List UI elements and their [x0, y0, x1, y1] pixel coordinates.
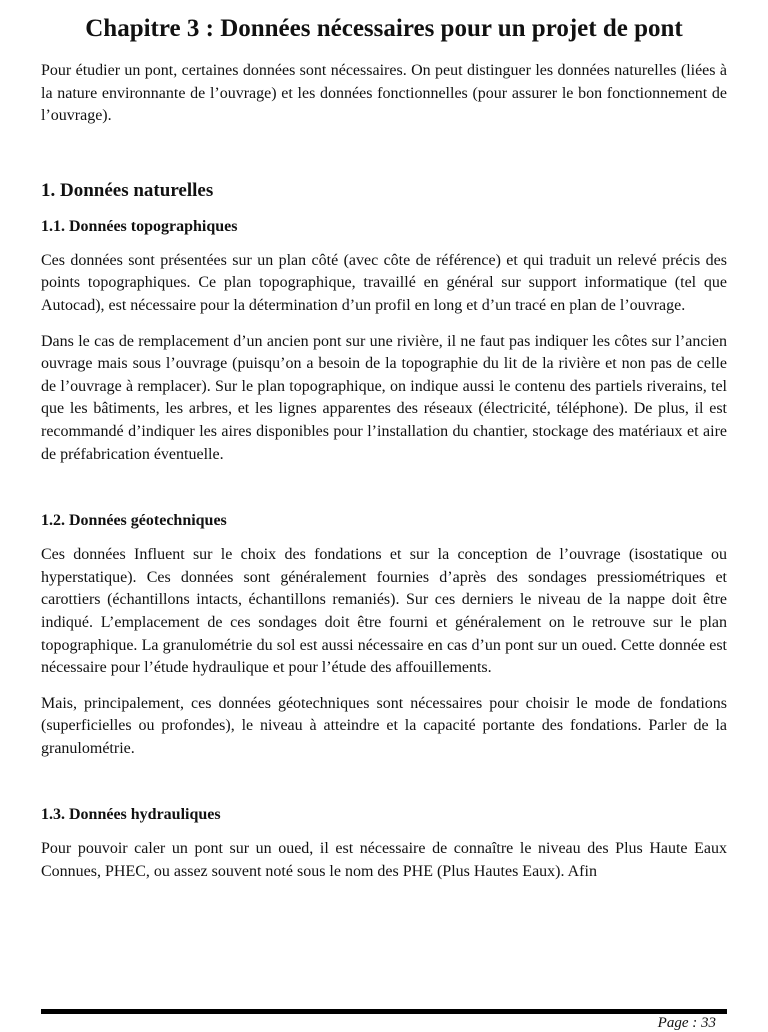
- chapter-title: Chapitre 3 : Données nécessaires pour un projet de pont: [85, 15, 683, 42]
- document-body: [41, 60, 727, 897]
- subsection-heading-geotechniques: 1.2. Données géotechniques: [41, 512, 227, 530]
- page-number: Page : 33: [657, 1015, 716, 1031]
- paragraph-geotechniques-2: Mais, principalement, ces données géotechniques sont nécessaires pour choisir le mode de fondations (superficielles ou profondes), le niveau à atteindre et la capacité portante des fondations. Parler de la granulométrie.: [41, 694, 727, 757]
- footer-divider: [41, 1009, 727, 1014]
- paragraph-topographiques-1: Ces données sont présentées sur un plan côté (avec côte de référence) et qui traduit un relevé précis des points topographiques. Ce plan topographique, travaillé en général sur support informatique (tel que Autocad), est nécessaire pour la détermination d’un profil en long et d’un tracé en plan de l’ouvrage.: [41, 251, 727, 314]
- subsection-heading-hydrauliques: 1.3. Données hydrauliques: [41, 806, 221, 824]
- subsection-heading-topographiques: 1.1. Données topographiques: [41, 217, 238, 235]
- paragraph-geotechniques-1: Ces données Influent sur le choix des fondations et sur la conception de l’ouvrage (isostatique ou hyperstatique). Ces données sont généralement fournies d’après des sondages pressiométriques et carottiers (échantillons intacts, échantillons remaniés). Sur ces derniers le niveau de la nappe doit être indiqué. L’emplacement de ces sondages doit être fourni et généralement on le retrouve sur le plan topographique. La granulométrie du sol est aussi nécessaire en cas d’un pont sur un oued. Cette donnée est nécessaire pour l’étude hydraulique et pour l’étude des affouillements.: [41, 546, 727, 677]
- paragraph-topographiques-2: Dans le cas de remplacement d’un ancien pont sur une rivière, il ne faut pas indiquer les côtes sur l’ancien ouvrage mais sous l’ouvrage (puisqu’on a besoin de la topographie du lit de la rivière et non pas de celle de l’ouvrage à remplacer). Sur le plan topographique, on indique aussi le contenu des partiels riverains, tel que les bâtiments, les arbres, et les lignes apparentes des réseaux (électricité, téléphone). De plus, il est recommandé d’indiquer les aires disponibles pour l’installation du chantier, stockage des matériaux et aire de préfabrication éventuelle.: [41, 332, 727, 463]
- paragraph-hydrauliques-1: Pour pouvoir caler un pont sur un oued, il est nécessaire de connaître le niveau des Plus Haute Eaux Connues, PHEC, ou assez souvent noté sous le nom des PHE (Plus Hautes Eaux). Afin: [41, 840, 727, 881]
- intro-paragraph: Pour étudier un pont, certaines données sont nécessaires. On peut distinguer les données naturelles (liées à la nature environnante de l’ouvrage) et les données fonctionnelles (pour assurer le bon fonctionnement de l’ouvrage).: [41, 62, 727, 125]
- section-heading-donnees-naturelles: 1. Données naturelles: [41, 179, 214, 201]
